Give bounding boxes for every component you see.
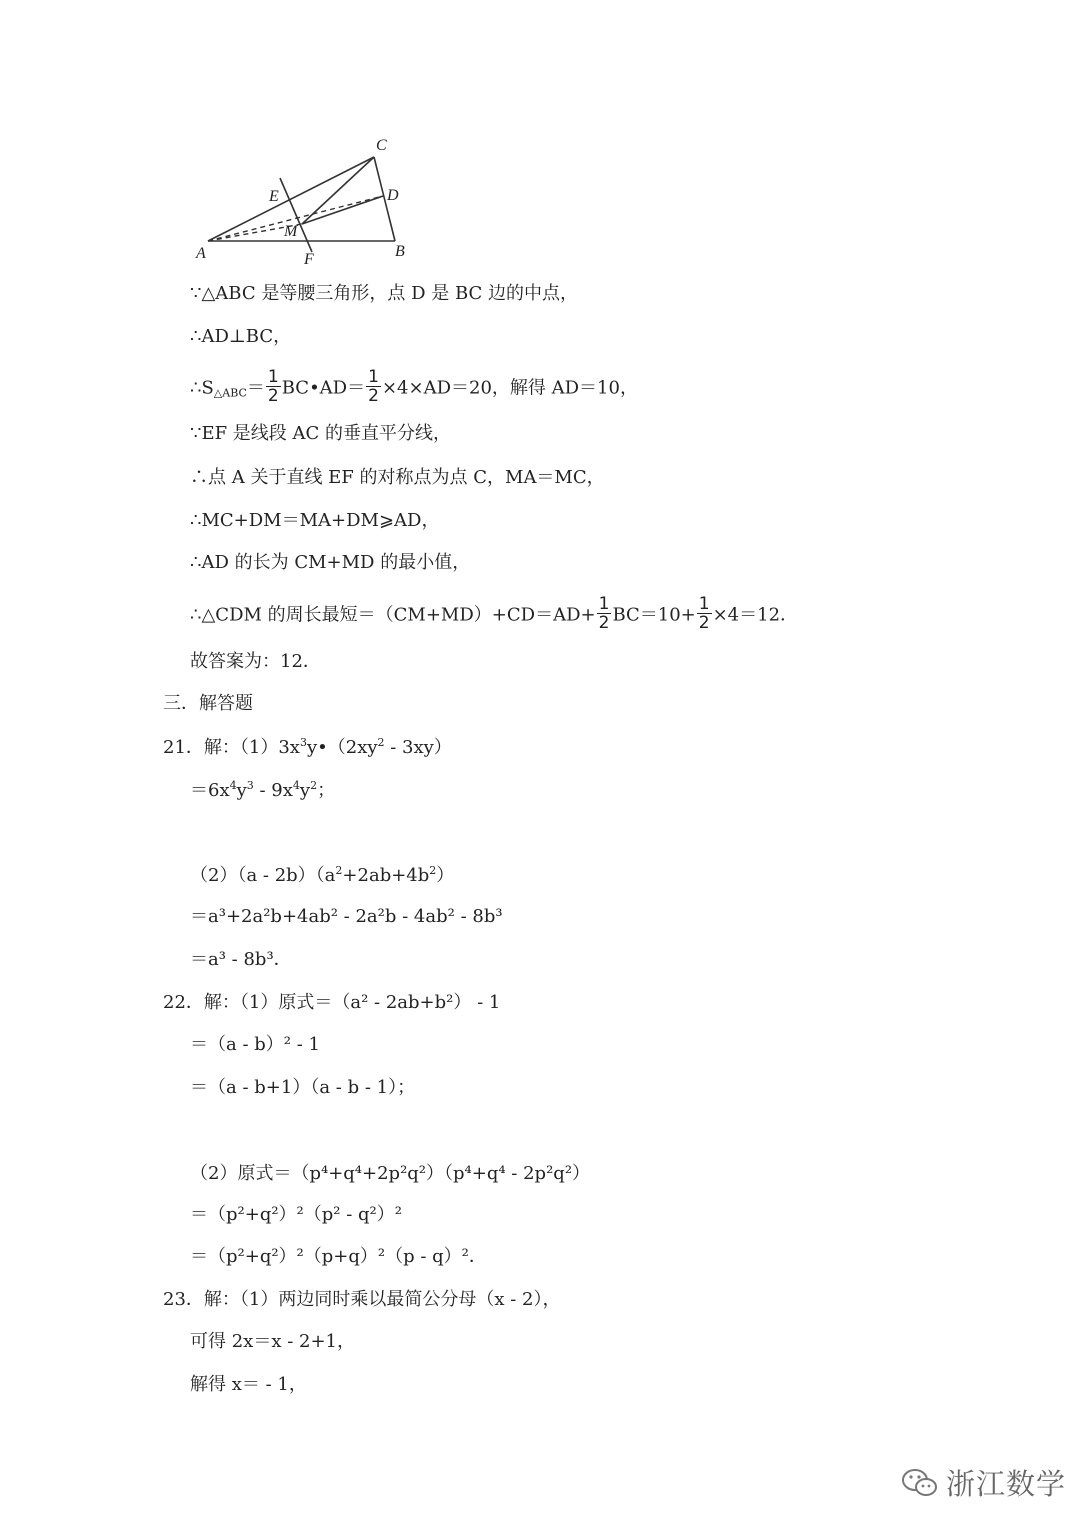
fraction-half: $\frac{1}{2}$ — [267, 367, 279, 406]
text: ） — [436, 865, 455, 886]
text: y — [236, 780, 247, 801]
q22-step-2: ＝（a - b+1）（a - b - 1）； — [190, 1077, 416, 1098]
superscript: 3 — [299, 736, 307, 749]
q23-step-2: 解得 x＝ - 1， — [190, 1374, 307, 1395]
text: ∴S — [190, 377, 214, 399]
label-B: B — [395, 243, 405, 260]
solution-line-8 — [190, 594, 799, 634]
fraction-half: $\frac{1}{2}$ — [598, 594, 610, 633]
superscript: 2 — [377, 736, 385, 749]
superscript: 2 — [310, 779, 318, 792]
text: ＝ — [246, 377, 265, 399]
label-M: M — [284, 223, 298, 240]
q21-part2-step-2: ＝a³ - 8b³． — [190, 949, 292, 970]
solution-line-4: ∵EF 是线段 AC 的垂直平分线， — [190, 423, 452, 444]
text: +2ab+4b — [342, 865, 430, 886]
segment-DM — [302, 196, 383, 224]
text: BC＝10+ — [612, 604, 696, 626]
text: ∴△CDM 的周长最短＝（CM+MD）+CD＝AD+ — [190, 604, 596, 626]
text: y•（2xy — [306, 737, 378, 758]
q23-head: 23．解：（1）两边同时乘以最简公分母（x - 2）， — [163, 1289, 561, 1310]
solution-line-3 — [190, 367, 638, 407]
label-E: E — [269, 188, 279, 205]
subscript: △ABC — [213, 386, 247, 400]
label-A: A — [196, 245, 206, 262]
text: - 3xy） — [384, 737, 452, 758]
wechat-icon — [900, 1467, 940, 1499]
q22-head: 22．解：（1）原式＝（a² - 2ab+b²） - 1 — [163, 992, 501, 1013]
triangle-figure — [190, 132, 430, 267]
q22-part2-step-2: ＝（p²+q²）²（p+q）²（p - q）²． — [190, 1246, 487, 1267]
text: ×4×AD＝20，解得 AD＝10， — [381, 377, 638, 399]
q21-part2-step-1: ＝a³+2a²b+4ab² - 2a²b - 4ab² - 8b³ — [190, 906, 503, 927]
answer-line: 故答案为：12． — [190, 651, 321, 672]
fraction-half: $\frac{1}{2}$ — [698, 594, 710, 633]
q23-step-1: 可得 2x＝x - 2+1， — [190, 1331, 355, 1352]
section-title: 三．解答题 — [163, 693, 253, 714]
text: （2）（a - 2b）（a — [190, 865, 336, 886]
text: BC•AD＝ — [281, 377, 366, 399]
text: ＝6x — [190, 780, 230, 801]
solution-line-1: ∵△ABC 是等腰三角形，点 D 是 BC 边的中点， — [190, 283, 579, 304]
q21-result-1 — [190, 779, 335, 803]
watermark — [900, 1462, 1066, 1503]
text: - 9x — [253, 780, 293, 801]
superscript: 4 — [229, 779, 237, 792]
solution-line-2: ∴AD⊥BC， — [190, 326, 292, 347]
fraction-half: $\frac{1}{2}$ — [368, 367, 379, 406]
text: y — [299, 780, 311, 801]
text: 21．解：（1）3x — [163, 737, 300, 758]
text: ； — [317, 780, 336, 801]
watermark-text: 浙江数学 — [946, 1467, 1067, 1501]
superscript: 3 — [246, 779, 254, 792]
q22-part2-head: （2）原式＝（p⁴+q⁴+2p²q²）（p⁴+q⁴ - 2p²q²） — [190, 1163, 591, 1184]
label-F: F — [304, 251, 314, 267]
solution-line-6: ∴MC+DM＝MA+DM⩾AD， — [190, 510, 440, 531]
text: ×4＝12． — [712, 604, 799, 626]
q21-head — [163, 736, 452, 760]
q21-part2-head — [190, 864, 454, 888]
solution-line-5: ∴点 A 关于直线 EF 的对称点为点 C，MA＝MC， — [190, 467, 605, 488]
q22-step-1: ＝（a - b）² - 1 — [190, 1034, 320, 1055]
label-D: D — [387, 187, 399, 204]
solution-line-7: ∴AD 的长为 CM+MD 的最小值， — [190, 552, 471, 573]
q22-part2-step-1: ＝（p²+q²）²（p² - q²）² — [190, 1204, 402, 1225]
label-C: C — [376, 137, 387, 154]
superscript: 2 — [335, 864, 343, 877]
superscript: 4 — [292, 779, 300, 792]
superscript: 2 — [429, 864, 437, 877]
